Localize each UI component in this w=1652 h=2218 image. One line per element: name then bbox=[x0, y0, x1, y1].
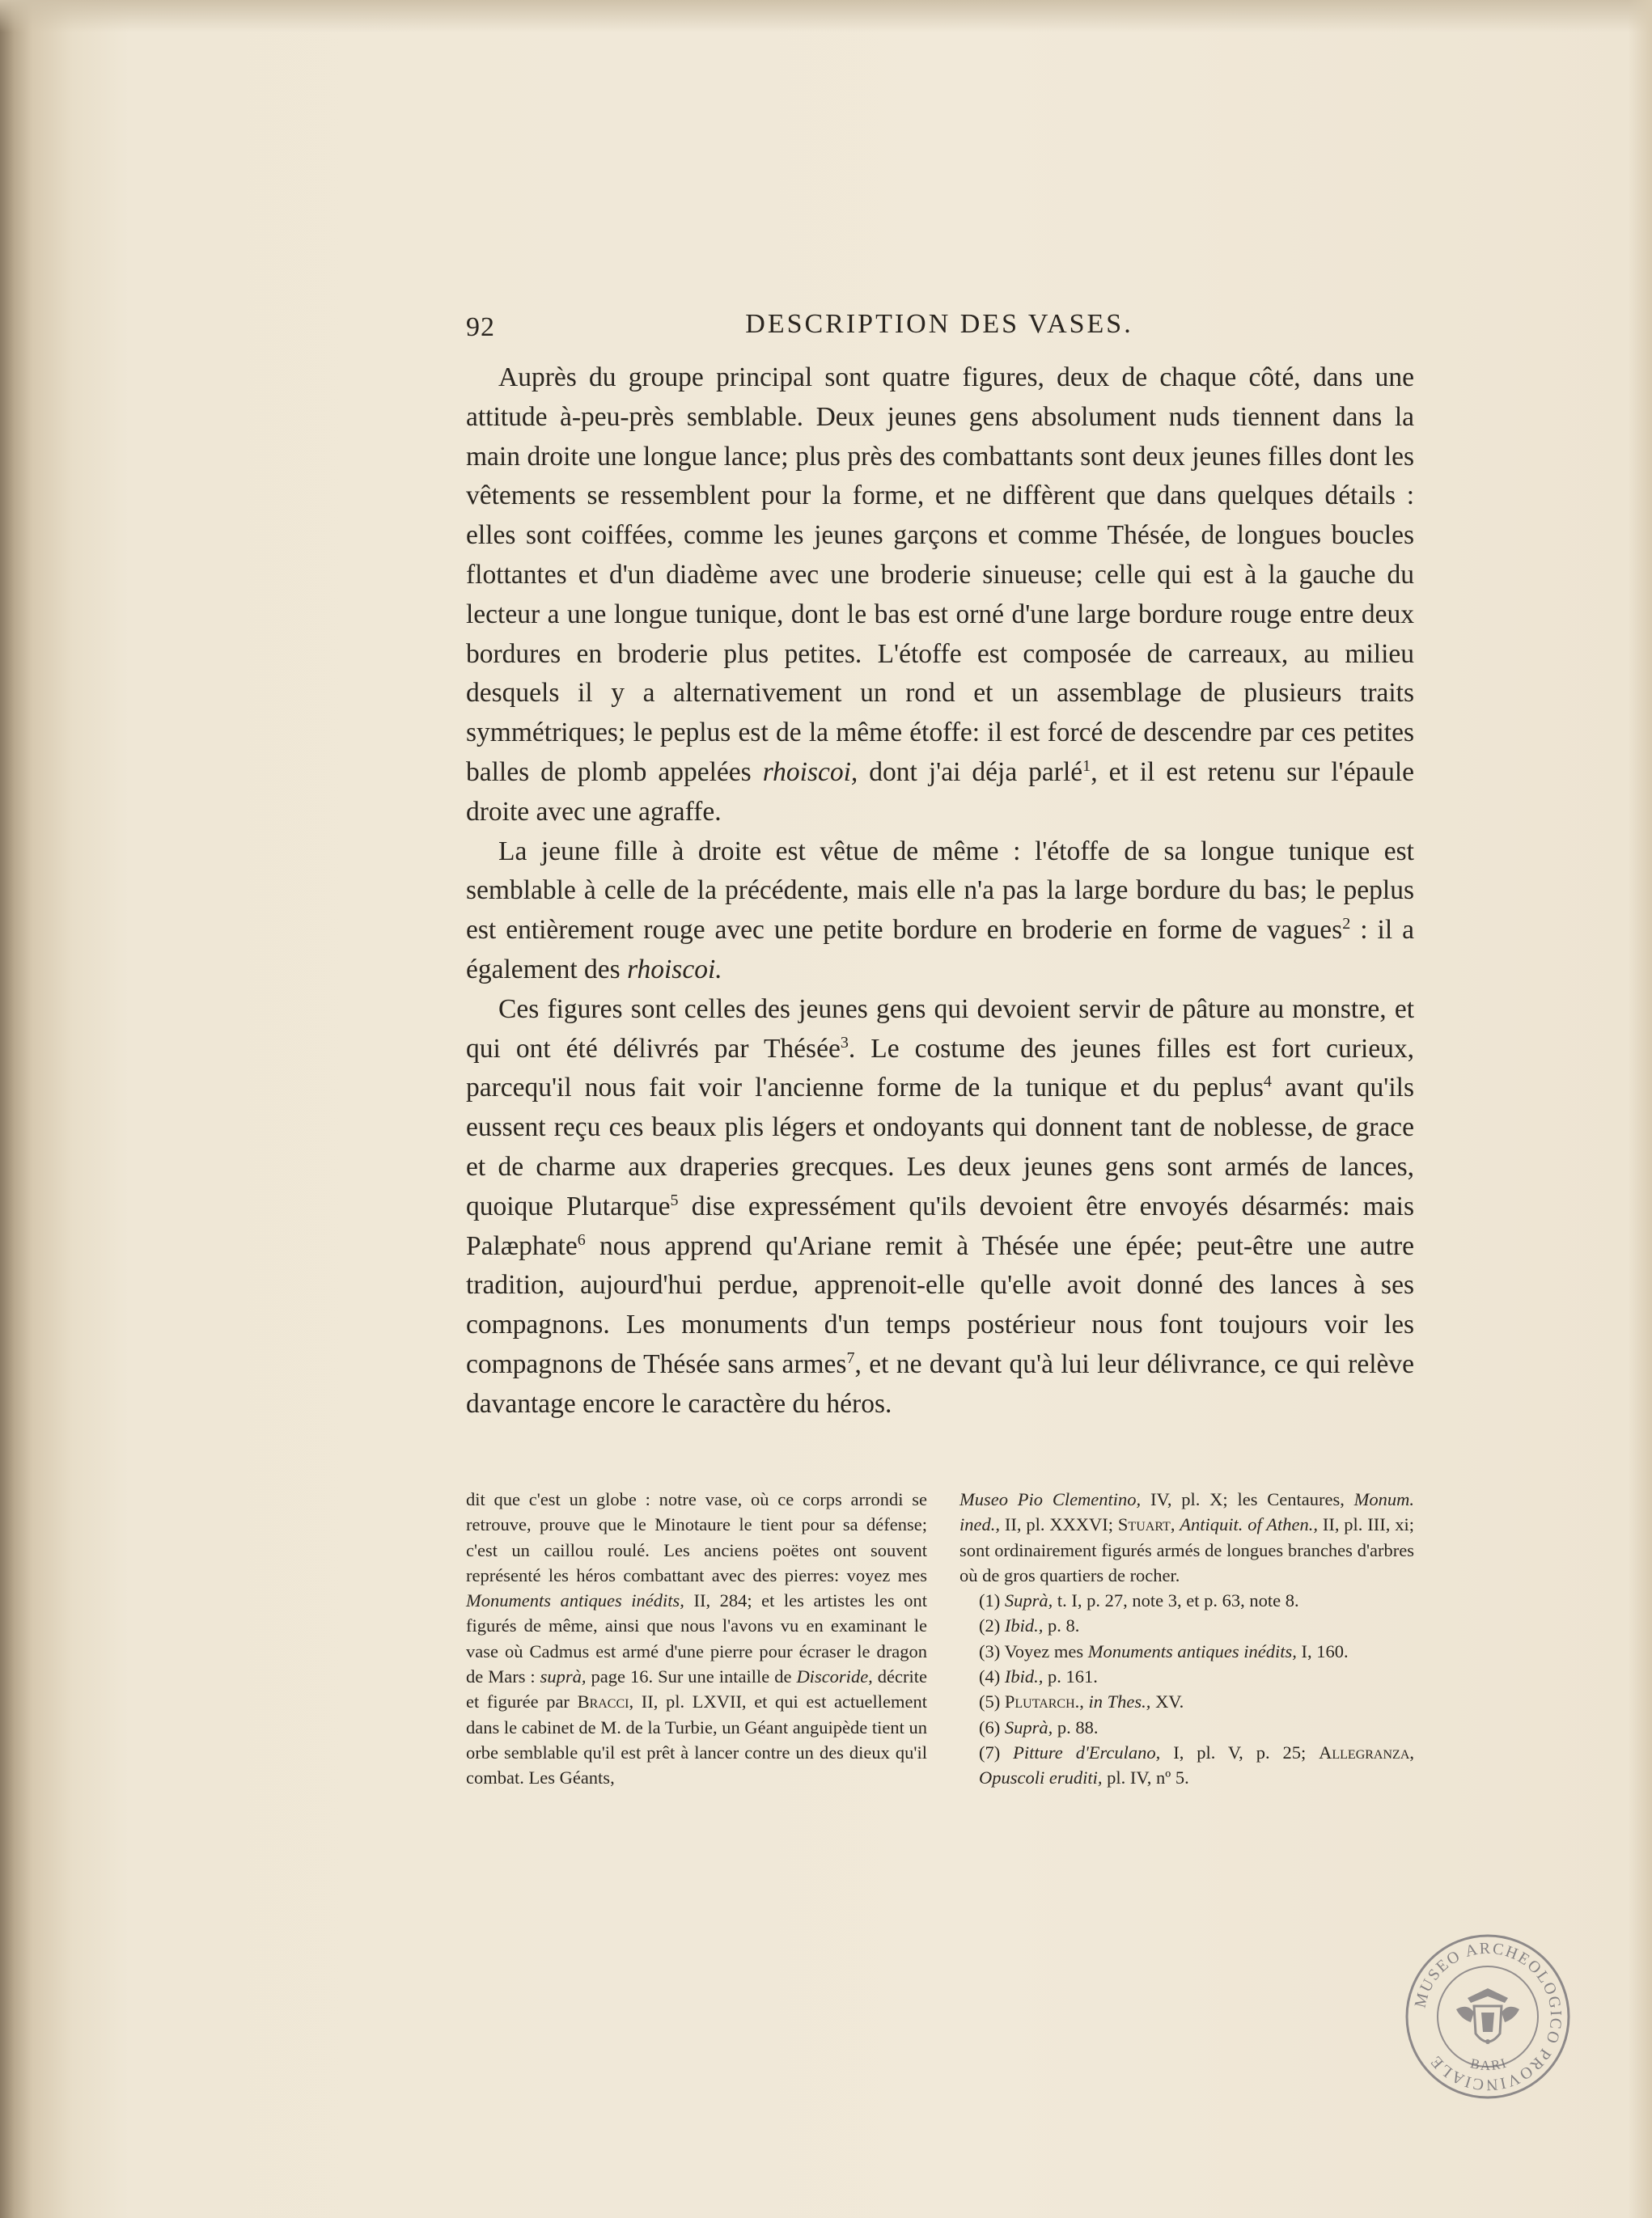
running-head: DESCRIPTION DES VASES. bbox=[745, 309, 1133, 339]
note-continuation-right: Museo Pio Clementino, IV, pl. X; les Centaures, Monum. ined., II, pl. XXXVI; Stuart, Antiquit. of Athen., II, pl. III, xi; sont ordinairement figurés armés de longues branches d'arbres où de gros quartiers de rocher. bbox=[959, 1489, 1414, 1585]
paragraph-2: La jeune fille à droite est vêtue de même : l'étoffe de sa longue tunique est semblable à celle de la précédente, mais elle n'a pas la large bordure du bas; le peplus est entièrement rouge avec une petite bordure en broderie en forme de vagues$^2$ : il a également des rhoiscoi. bbox=[466, 836, 1414, 984]
svg-text:BARI: BARI bbox=[1468, 2055, 1510, 2074]
footnote-ref: 2 bbox=[1342, 915, 1351, 933]
footnote-ref: 6 bbox=[577, 1230, 586, 1249]
note-continuation: dit que c'est un globe : notre vase, où ce corps arrondi se retrouve, prouve que le Minotaure le tient pour sa défense; c'est un caillou roulé. Les anciens poëtes ont souvent représenté les héros combattant avec des pierres: voyez mes Monuments antiques inédits, II, 284; et les artistes les ont figurés de même, ainsi que nous l'avons vu en examinant le vase où Cadmus est armé d'une pierre pour écraser le dragon de Mars : suprà, page 16. Sur une intaille de Discoride, décrite et figurée par Bracci, II, pl. LXVII, et qui est actuellement dans le cabinet de M. de la Turbie, un Géant anguipède tient un orbe semblable qu'il est prêt à lancer contre un des dieux qu'il combat. Les Géants, bbox=[466, 1489, 927, 1788]
footnote-1: (1) Suprà, t. I, p. 27, note 3, et p. 63, note 8. bbox=[979, 1590, 1299, 1611]
footnote-ref: 4 bbox=[1263, 1073, 1272, 1091]
page-header bbox=[466, 309, 1413, 349]
main-text bbox=[466, 358, 1414, 1424]
notes-left-column bbox=[466, 1487, 927, 1791]
notes-right-column bbox=[959, 1487, 1414, 1791]
footnote-ref: 1 bbox=[1082, 756, 1091, 775]
footnote-ref: 7 bbox=[846, 1348, 855, 1367]
page-number: 92 bbox=[466, 312, 495, 342]
svg-text:MUSEO ARCHEOLOGICO PROVINCIALE: MUSEO ARCHEOLOGICO PROVINCIALE bbox=[1411, 1939, 1565, 2094]
footnote-2: (2) Ibid., p. 8. bbox=[979, 1615, 1080, 1636]
footnote-5: (5) Plutarch., in Thes., XV. bbox=[979, 1691, 1184, 1712]
footnote-3: (3) Voyez mes Monuments antiques inédits, I, 160. bbox=[979, 1640, 1349, 1661]
museum-stamp bbox=[1403, 1932, 1573, 2102]
footnote-6: (6) Suprà, p. 88. bbox=[979, 1716, 1099, 1738]
footnote-4: (4) Ibid., p. 161. bbox=[979, 1666, 1098, 1687]
paragraph-3: Ces figures sont celles des jeunes gens qui devoient servir de pâture au monstre, et qui ont été délivrés par Thésée$^3$. Le costume des jeunes filles est fort curieux, parcequ'il nous fait voir l'ancienne forme de la tunique et du peplus$^4$ avant qu'ils eussent reçu ces beaux plis légers et ondoyants qui donnent tant de noblesse, de grace et de charme aux draperies grecques. Les deux jeunes gens sont armés de lances, quoique Plutarque$^5$ dise expressément qu'ils devoient être envoyés désarmés: mais Palæphate$^6$ nous apprend qu'Ariane remit à Thésée une épée; peut-être une autre tradition, aujourd'hui perdue, apprenoit-elle qu'elle avoit donné des lances à ses compagnons. Les monuments d'un temps postérieur nous font toujours voir les compagnons de Thésée sans armes$^7$, et ne devant qu'à lui leur délivrance, ce qui relève davantage encore le caractère du héros. bbox=[466, 993, 1414, 1419]
footnote-ref: 3 bbox=[840, 1033, 849, 1052]
museum-seal-icon bbox=[1403, 1932, 1573, 2102]
paragraph-1: Auprès du groupe principal sont quatre figures, deux de chaque côté, dans une attitude à-peu-près semblable. Deux jeunes gens absolument nuds tiennent dans la main droite une longue lance; plus près des combattants sont deux jeunes filles dont les vêtements se ressemblent pour la forme, et ne diffèrent que dans quelques détails : elles sont coiffées, comme les jeunes garçons et comme Thésée, de longues boucles flottantes et d'un diadème avec une broderie sinueuse; celle qui est à la gauche du lecteur a une longue tunique, dont le bas est orné d'une large bordure rouge entre deux bordures en broderie plus petites. L'étoffe est composée de carreaux, au milieu desquels il y a alternativement un rond et un assemblage de plusieurs traits symmétriques; le peplus est de la même étoffe: il est forcé de descendre par ces petites balles de plomb appelées rhoiscoi, dont j'ai déja parlé$^1$, et il est retenu sur l'épaule droite avec une agraffe. bbox=[466, 362, 1414, 827]
footnote-ref: 5 bbox=[670, 1191, 679, 1209]
footnote-7: (7) Pitture d'Erculano, I, pl. V, p. 25; Allegranza, Opuscoli eruditi, pl. IV, nº 5. bbox=[979, 1742, 1414, 1788]
